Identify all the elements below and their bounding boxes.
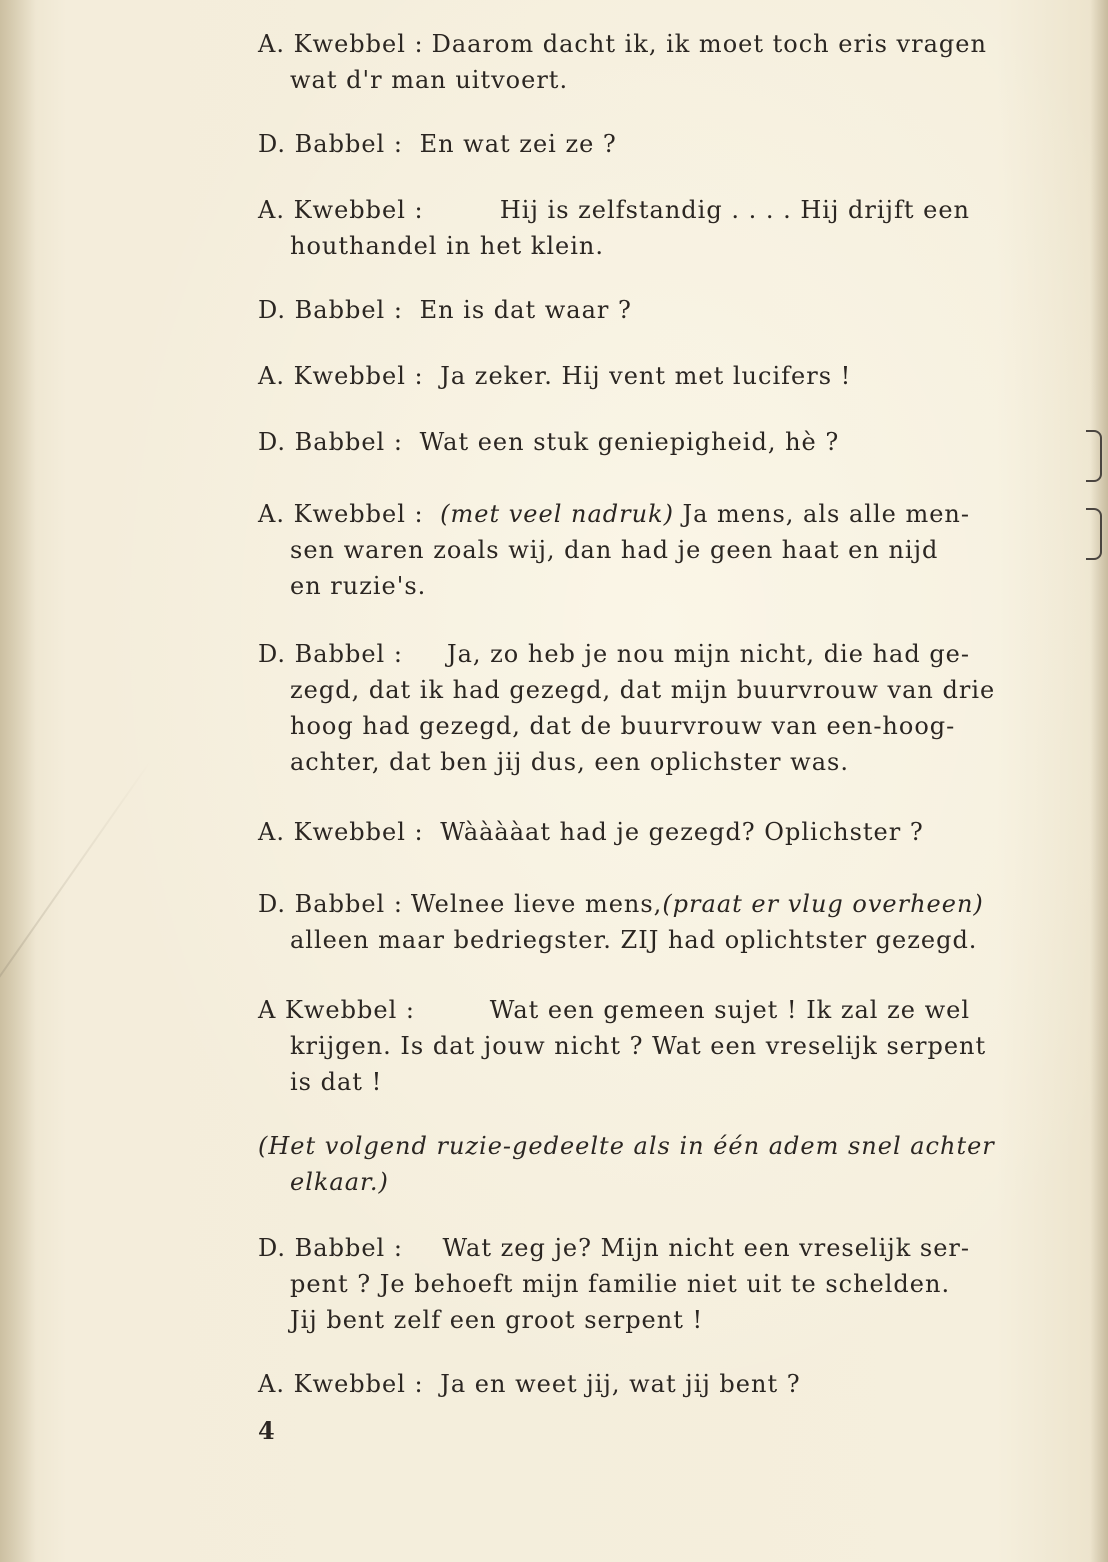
dialogue-entry (258, 814, 970, 850)
speaker-name: D. Babbel : (258, 296, 403, 324)
stage-direction-line: elkaar.) (290, 1168, 389, 1196)
dialogue-text: En wat zei ze ? (419, 130, 617, 158)
dialogue-text: Ja en weet jij, wat jij bent ? (440, 1370, 801, 1398)
dialogue-entry (258, 1230, 970, 1338)
dialogue-text: Ja zeker. Hij vent met lucifers ! (440, 362, 852, 390)
dialogue-text: Ja mens, als alle men- (682, 500, 970, 528)
dialogue-entry (258, 292, 970, 328)
speaker-name: D. Babbel : (258, 890, 403, 918)
speaker-name: A. Kwebbel : (258, 196, 424, 224)
dialogue-line: wat d'r man uitvoert. (290, 66, 569, 94)
dialogue-line: Jij bent zelf een groot serpent ! (290, 1306, 704, 1334)
spine-shadow (0, 0, 36, 1562)
dialogue-line: krijgen. Is dat jouw nicht ? Wat een vreselijk serpent (290, 1032, 987, 1060)
dialogue-line (258, 26, 987, 62)
dialogue-line (258, 532, 970, 568)
staple-icon (1086, 430, 1102, 482)
dialogue-line: alleen maar bedriegster. ZIJ had oplichtster gezegd. (290, 926, 978, 954)
speaker-name: A. Kwebbel : (258, 1370, 424, 1398)
speaker-name: A. Kwebbel : (258, 362, 424, 390)
dialogue-text: Welnee lieve mens, (410, 890, 663, 918)
dialogue-entry (258, 126, 970, 162)
dialogue-text: Wat een stuk geniepigheid, hè ? (419, 428, 840, 456)
dialogue-line: achter, dat ben jij dus, een oplichster was. (290, 748, 849, 776)
speaker-name: D. Babbel : (258, 640, 403, 668)
dialogue-entry (258, 358, 970, 394)
page-number: 4 (258, 1416, 275, 1445)
dialogue-line (258, 192, 970, 228)
speaker-name: D. Babbel : (258, 428, 403, 456)
dialogue-line (258, 424, 970, 460)
dialogue-entry (258, 192, 970, 264)
staple-icon (1086, 508, 1102, 560)
page-edge-shadow (1090, 0, 1108, 1562)
dialogue-line: en ruzie's. (290, 572, 427, 600)
speaker-name: A Kwebbel : (258, 996, 415, 1024)
dialogue-line: zegd, dat ik had gezegd, dat mijn buurvrouw van drie (290, 676, 996, 704)
dialogue-entry (258, 1366, 970, 1402)
dialogue-line (258, 126, 970, 162)
dialogue-line: houthandel in het klein. (290, 232, 604, 260)
dialogue-entry (258, 496, 970, 604)
dialogue-text: Wat zeg je? Mijn nicht een vreselijk ser- (442, 1234, 970, 1262)
dialogue-line (258, 292, 970, 328)
dialogue-line (258, 1230, 970, 1266)
dialogue-entry (258, 26, 987, 98)
dialogue-text: Wààààat had je gezegd? Oplichster ? (440, 818, 924, 846)
speaker-name: D. Babbel : (258, 130, 403, 158)
dialogue-line: hoog had gezegd, dat de buurvrouw van een-hoog- (290, 712, 956, 740)
dialogue-text: Hij is zelfstandig . . . . Hij drijft een (499, 196, 970, 224)
dialogue-line (258, 636, 970, 672)
dialogue-text: Daarom dacht ik, ik moet toch eris vragen (431, 30, 987, 58)
dialogue-entry (258, 636, 996, 780)
stage-direction: (praat er vlug overheen) (662, 890, 984, 918)
speaker-name: A. Kwebbel : (258, 500, 424, 528)
dialogue-line (258, 992, 970, 1028)
stage-direction-line: (Het volgend ruzie-gedeelte als in één adem snel achter (258, 1132, 995, 1160)
speaker-name: A. Kwebbel : (258, 818, 424, 846)
dialogue-line (258, 358, 970, 394)
dialogue-line: pent ? Je behoeft mijn familie niet uit te schelden. (290, 1270, 951, 1298)
dialogue-text: sen waren zoals wij, dan had je geen haat en nijd (290, 536, 939, 564)
dialogue-text: Ja, zo heb je nou mijn nicht, die had ge- (446, 640, 970, 668)
dialogue-entry (258, 424, 970, 460)
dialogue-entry (258, 992, 987, 1100)
dialogue-text: En is dat waar ? (419, 296, 632, 324)
dialogue-entry (258, 886, 984, 958)
speaker-name: D. Babbel : (258, 1234, 403, 1262)
dialogue-line: is dat ! (290, 1068, 383, 1096)
dialogue-line (258, 496, 970, 532)
stage-direction-block (258, 1128, 995, 1200)
stage-direction: (met veel nadruk) (440, 500, 674, 528)
dialogue-line (258, 814, 970, 850)
dialogue-line (258, 886, 984, 922)
speaker-name: A. Kwebbel : (258, 30, 424, 58)
dialogue-line (258, 1366, 970, 1402)
dialogue-text: Wat een gemeen sujet ! Ik zal ze wel (489, 996, 970, 1024)
